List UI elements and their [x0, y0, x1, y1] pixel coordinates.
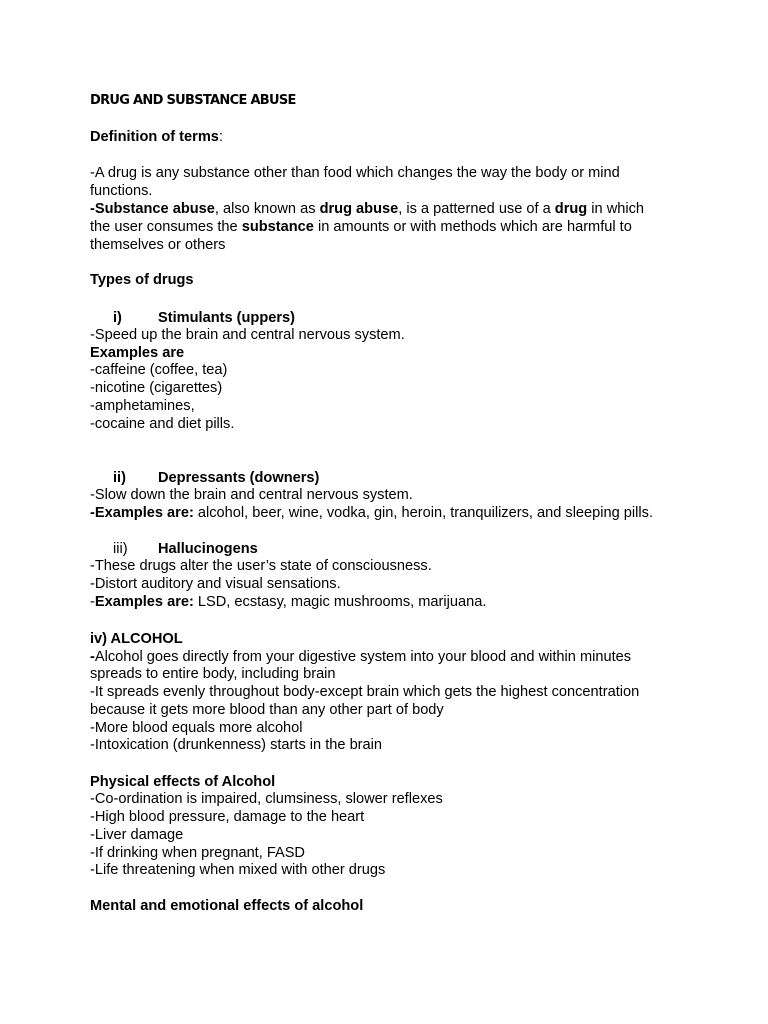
depressants-examples-label: -Examples are:: [90, 505, 194, 521]
substance-abuse-line-2: [90, 219, 632, 237]
stimulants-example: -nicotine (cigarettes): [90, 380, 223, 396]
text-span: Alcohol goes directly from your digestive system into your blood and within minutes: [94, 649, 632, 665]
stimulants-desc: -Speed up the brain and central nervous system.: [90, 327, 405, 343]
hallucinogens-desc-1: -These drugs alter the user’s state of consciousness.: [90, 558, 432, 574]
stimulants-number: i): [113, 310, 122, 326]
physical-effects-heading: Physical effects of Alcohol: [90, 774, 276, 790]
stimulants-examples-label: Examples are: [90, 345, 185, 361]
stimulants-example: -caffeine (coffee, tea): [90, 362, 228, 378]
alcohol-line-2: spreads to entire body, including brain: [90, 666, 336, 682]
mental-effects-heading: Mental and emotional effects of alcohol: [90, 898, 364, 914]
types-heading: Types of drugs: [90, 272, 194, 288]
drug-definition-line-2: functions.: [90, 183, 153, 199]
text-span: in amounts or with methods which are harmful to: [313, 219, 632, 235]
stimulants-example: -cocaine and diet pills.: [90, 416, 235, 432]
depressants-number: ii): [113, 470, 126, 486]
depressants-desc: -Slow down the brain and central nervous system.: [90, 487, 413, 503]
alcohol-line-1: [90, 649, 631, 667]
hallucinogens-examples-text: LSD, ecstasy, magic mushrooms, marijuana.: [193, 594, 487, 610]
hallucinogens-number: iii): [113, 541, 128, 557]
substance-abuse-line-3: themselves or others: [90, 237, 226, 253]
text-span: the user consumes the: [90, 219, 242, 235]
substance-abuse-term: -Substance abuse: [90, 201, 215, 217]
drug-definition-line-1: -A drug is any substance other than food which changes the way the body or mind: [90, 165, 620, 181]
hallucinogens-heading: Hallucinogens: [158, 541, 258, 557]
hallucinogens-desc-2: -Distort auditory and visual sensations.: [90, 576, 341, 592]
depressants-heading: Depressants (downers): [158, 470, 320, 486]
hallucinogens-examples-label: Examples are:: [94, 594, 194, 610]
drug-abuse-term: drug abuse: [319, 201, 399, 217]
alcohol-line-6: -Intoxication (drunkenness) starts in the brain: [90, 737, 383, 753]
physical-effect-item: -If drinking when pregnant, FASD: [90, 845, 305, 861]
definition-colon: :: [218, 129, 223, 145]
stimulants-heading: Stimulants (uppers): [158, 310, 296, 326]
physical-effect-item: -Co-ordination is impaired, clumsiness, slower reflexes: [90, 791, 443, 807]
definition-heading: Definition of terms: [90, 129, 219, 145]
physical-effect-item: -High blood pressure, damage to the heart: [90, 809, 365, 825]
depressants-examples-text: alcohol, beer, wine, vodka, gin, heroin, tranquilizers, and sleeping pills.: [193, 505, 654, 521]
physical-effect-item: -Liver damage: [90, 827, 184, 843]
document-title: DRUG AND SUBSTANCE ABUSE: [90, 93, 296, 108]
hallucinogens-examples-line: [90, 594, 486, 612]
text-span: , is a patterned use of a: [398, 201, 555, 217]
text-span: , also known as: [214, 201, 320, 217]
text-span: -: [90, 594, 95, 610]
text-span: -: [90, 649, 95, 665]
physical-effect-item: -Life threatening when mixed with other drugs: [90, 862, 386, 878]
definition-heading-line: [90, 129, 223, 147]
substance-term: substance: [241, 219, 314, 235]
stimulants-example: -amphetamines,: [90, 398, 195, 414]
substance-abuse-line-1: [90, 201, 644, 219]
drug-term: drug: [554, 201, 588, 217]
alcohol-line-3: -It spreads evenly throughout body-except brain which gets the highest concentration: [90, 684, 640, 700]
alcohol-line-4: because it gets more blood than any other part of body: [90, 702, 444, 718]
text-span: in which: [587, 201, 645, 217]
depressants-examples-line: [90, 505, 653, 523]
alcohol-line-5: -More blood equals more alcohol: [90, 720, 303, 736]
alcohol-heading: iv) ALCOHOL: [90, 631, 183, 647]
